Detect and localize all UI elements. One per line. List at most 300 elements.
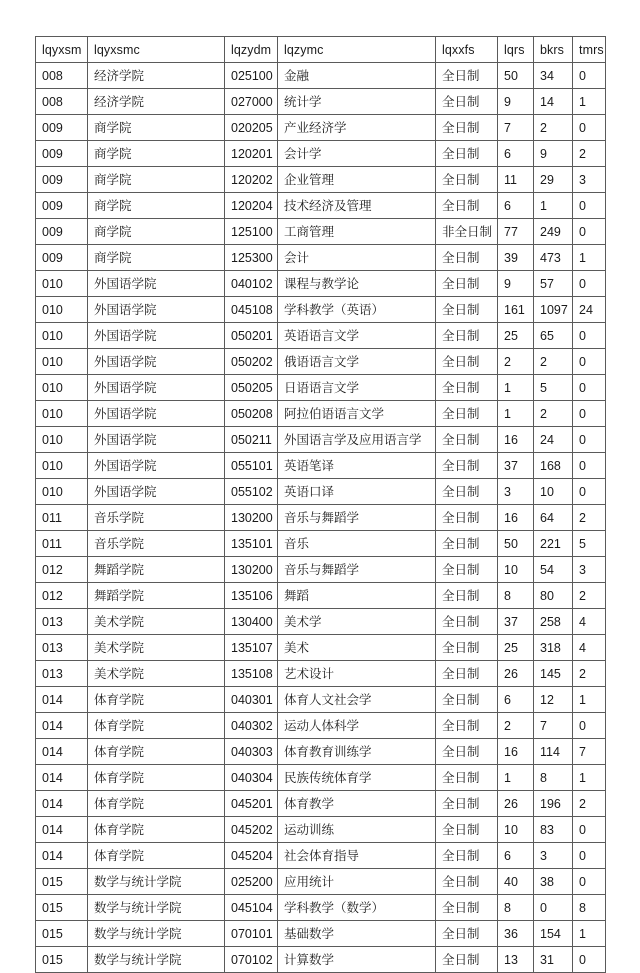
cell-tmrs: 0: [573, 193, 606, 219]
cell-lqyxsmc: 体育学院: [88, 843, 225, 869]
table-row: [36, 453, 606, 479]
cell-lqyxsmc: 数学与统计学院: [88, 869, 225, 895]
cell-lqyxsmc: 外国语学院: [88, 271, 225, 297]
cell-lqzydm: 050208: [225, 401, 278, 427]
cell-tmrs: 1: [573, 921, 606, 947]
table-row: [36, 297, 606, 323]
cell-lqrs: 39: [498, 245, 534, 271]
cell-lqyxsmc: 美术学院: [88, 635, 225, 661]
column-header-lqxxfs: lqxxfs: [436, 37, 498, 63]
cell-lqzydm: 120201: [225, 141, 278, 167]
table-header-row: [36, 37, 606, 63]
cell-lqzydm: 055101: [225, 453, 278, 479]
table-row: [36, 947, 606, 973]
cell-lqxxfs: 全日制: [436, 245, 498, 271]
cell-lqrs: 10: [498, 817, 534, 843]
cell-lqxxfs: 全日制: [436, 349, 498, 375]
cell-lqxxfs: 全日制: [436, 713, 498, 739]
cell-bkrs: 145: [534, 661, 573, 687]
cell-lqxxfs: 全日制: [436, 765, 498, 791]
cell-lqxxfs: 全日制: [436, 193, 498, 219]
table-row: [36, 63, 606, 89]
cell-lqxxfs: 全日制: [436, 375, 498, 401]
cell-lqzymc: 舞蹈: [278, 583, 436, 609]
column-header-lqyxsm: lqyxsm: [36, 37, 88, 63]
cell-bkrs: 154: [534, 921, 573, 947]
cell-lqyxsm: 011: [36, 531, 88, 557]
cell-lqzymc: 美术: [278, 635, 436, 661]
table-body: [36, 63, 606, 973]
cell-lqzymc: 英语口译: [278, 479, 436, 505]
cell-lqyxsm: 013: [36, 635, 88, 661]
cell-bkrs: 221: [534, 531, 573, 557]
cell-lqyxsm: 015: [36, 921, 88, 947]
cell-bkrs: 249: [534, 219, 573, 245]
cell-lqyxsmc: 经济学院: [88, 63, 225, 89]
cell-tmrs: 0: [573, 375, 606, 401]
cell-lqyxsm: 014: [36, 687, 88, 713]
cell-lqyxsmc: 数学与统计学院: [88, 921, 225, 947]
cell-lqxxfs: 全日制: [436, 791, 498, 817]
cell-lqyxsmc: 体育学院: [88, 791, 225, 817]
cell-tmrs: 4: [573, 609, 606, 635]
table-row: [36, 427, 606, 453]
table-row: [36, 765, 606, 791]
cell-tmrs: 5: [573, 531, 606, 557]
cell-lqyxsm: 010: [36, 349, 88, 375]
cell-bkrs: 38: [534, 869, 573, 895]
cell-tmrs: 7: [573, 739, 606, 765]
cell-bkrs: 9: [534, 141, 573, 167]
cell-bkrs: 65: [534, 323, 573, 349]
table-row: [36, 531, 606, 557]
cell-lqyxsm: 009: [36, 167, 88, 193]
cell-lqyxsmc: 舞蹈学院: [88, 583, 225, 609]
cell-lqrs: 3: [498, 479, 534, 505]
cell-tmrs: 2: [573, 583, 606, 609]
cell-lqyxsmc: 体育学院: [88, 713, 225, 739]
table-row: [36, 635, 606, 661]
cell-lqrs: 2: [498, 349, 534, 375]
cell-lqrs: 6: [498, 141, 534, 167]
cell-bkrs: 34: [534, 63, 573, 89]
cell-lqyxsm: 010: [36, 401, 88, 427]
cell-lqzydm: 045204: [225, 843, 278, 869]
cell-lqzymc: 应用统计: [278, 869, 436, 895]
cell-lqzydm: 050211: [225, 427, 278, 453]
cell-lqrs: 40: [498, 869, 534, 895]
cell-lqrs: 9: [498, 89, 534, 115]
cell-lqxxfs: 全日制: [436, 687, 498, 713]
cell-lqrs: 16: [498, 505, 534, 531]
cell-tmrs: 24: [573, 297, 606, 323]
cell-lqzymc: 课程与教学论: [278, 271, 436, 297]
cell-bkrs: 258: [534, 609, 573, 635]
cell-lqyxsm: 014: [36, 739, 88, 765]
cell-tmrs: 4: [573, 635, 606, 661]
cell-lqzymc: 外国语言学及应用语言学: [278, 427, 436, 453]
cell-tmrs: 2: [573, 505, 606, 531]
cell-lqyxsm: 012: [36, 583, 88, 609]
cell-lqxxfs: 全日制: [436, 505, 498, 531]
cell-lqxxfs: 全日制: [436, 817, 498, 843]
cell-lqxxfs: 全日制: [436, 63, 498, 89]
cell-tmrs: 1: [573, 89, 606, 115]
cell-lqzymc: 俄语语言文学: [278, 349, 436, 375]
cell-lqyxsm: 009: [36, 219, 88, 245]
table-row: [36, 193, 606, 219]
cell-lqyxsm: 010: [36, 297, 88, 323]
cell-lqzymc: 学科教学（英语）: [278, 297, 436, 323]
cell-lqzydm: 025100: [225, 63, 278, 89]
table-row: [36, 89, 606, 115]
cell-lqxxfs: 全日制: [436, 635, 498, 661]
cell-tmrs: 0: [573, 479, 606, 505]
table-header: [36, 37, 606, 63]
cell-lqxxfs: 全日制: [436, 167, 498, 193]
cell-lqzydm: 045108: [225, 297, 278, 323]
cell-lqyxsmc: 美术学院: [88, 609, 225, 635]
cell-lqyxsmc: 外国语学院: [88, 401, 225, 427]
cell-lqzydm: 135108: [225, 661, 278, 687]
cell-tmrs: 0: [573, 115, 606, 141]
column-header-lqyxsmc: lqyxsmc: [88, 37, 225, 63]
admissions-table: [35, 36, 606, 973]
cell-tmrs: 1: [573, 765, 606, 791]
table-row: [36, 687, 606, 713]
cell-lqrs: 6: [498, 843, 534, 869]
cell-lqrs: 25: [498, 635, 534, 661]
cell-bkrs: 473: [534, 245, 573, 271]
cell-lqrs: 36: [498, 921, 534, 947]
column-header-bkrs: bkrs: [534, 37, 573, 63]
cell-lqyxsmc: 商学院: [88, 167, 225, 193]
cell-lqrs: 6: [498, 193, 534, 219]
cell-lqyxsm: 013: [36, 661, 88, 687]
cell-lqxxfs: 全日制: [436, 141, 498, 167]
cell-lqyxsm: 009: [36, 115, 88, 141]
cell-lqyxsm: 010: [36, 323, 88, 349]
cell-lqzymc: 社会体育指导: [278, 843, 436, 869]
cell-lqyxsmc: 体育学院: [88, 765, 225, 791]
cell-lqxxfs: 非全日制: [436, 219, 498, 245]
cell-lqrs: 6: [498, 687, 534, 713]
cell-bkrs: 5: [534, 375, 573, 401]
cell-lqzymc: 技术经济及管理: [278, 193, 436, 219]
cell-lqyxsm: 015: [36, 869, 88, 895]
cell-lqzymc: 体育人文社会学: [278, 687, 436, 713]
cell-lqrs: 37: [498, 453, 534, 479]
cell-lqzydm: 045201: [225, 791, 278, 817]
cell-lqzydm: 040304: [225, 765, 278, 791]
cell-tmrs: 3: [573, 557, 606, 583]
cell-lqzymc: 英语语言文学: [278, 323, 436, 349]
cell-tmrs: 0: [573, 271, 606, 297]
cell-tmrs: 2: [573, 141, 606, 167]
cell-lqyxsmc: 舞蹈学院: [88, 557, 225, 583]
cell-lqzydm: 040302: [225, 713, 278, 739]
cell-tmrs: 2: [573, 791, 606, 817]
table-row: [36, 895, 606, 921]
cell-lqyxsm: 015: [36, 895, 88, 921]
column-header-lqrs: lqrs: [498, 37, 534, 63]
cell-lqyxsmc: 数学与统计学院: [88, 947, 225, 973]
cell-lqyxsmc: 经济学院: [88, 89, 225, 115]
cell-lqyxsmc: 数学与统计学院: [88, 895, 225, 921]
cell-lqyxsmc: 外国语学院: [88, 479, 225, 505]
cell-bkrs: 8: [534, 765, 573, 791]
cell-lqzymc: 计算数学: [278, 947, 436, 973]
table-row: [36, 843, 606, 869]
table-row: [36, 921, 606, 947]
cell-lqrs: 1: [498, 401, 534, 427]
cell-lqzydm: 130400: [225, 609, 278, 635]
cell-lqyxsmc: 体育学院: [88, 687, 225, 713]
cell-lqyxsm: 010: [36, 453, 88, 479]
cell-lqzydm: 125300: [225, 245, 278, 271]
cell-lqzydm: 055102: [225, 479, 278, 505]
cell-lqxxfs: 全日制: [436, 843, 498, 869]
cell-lqzymc: 工商管理: [278, 219, 436, 245]
cell-lqyxsm: 012: [36, 557, 88, 583]
table-row: [36, 557, 606, 583]
cell-lqrs: 1: [498, 765, 534, 791]
cell-bkrs: 2: [534, 349, 573, 375]
table-row: [36, 583, 606, 609]
cell-tmrs: 1: [573, 687, 606, 713]
cell-lqzydm: 135101: [225, 531, 278, 557]
table-row: [36, 713, 606, 739]
cell-lqzymc: 阿拉伯语语言文学: [278, 401, 436, 427]
table-row: [36, 375, 606, 401]
cell-bkrs: 318: [534, 635, 573, 661]
column-header-lqzymc: lqzymc: [278, 37, 436, 63]
cell-lqrs: 7: [498, 115, 534, 141]
cell-lqyxsm: 013: [36, 609, 88, 635]
cell-tmrs: 0: [573, 349, 606, 375]
cell-lqyxsm: 014: [36, 765, 88, 791]
cell-bkrs: 54: [534, 557, 573, 583]
cell-lqyxsmc: 商学院: [88, 115, 225, 141]
cell-bkrs: 3: [534, 843, 573, 869]
cell-lqzydm: 050201: [225, 323, 278, 349]
cell-lqzymc: 英语笔译: [278, 453, 436, 479]
cell-lqxxfs: 全日制: [436, 115, 498, 141]
cell-lqxxfs: 全日制: [436, 297, 498, 323]
cell-bkrs: 1097: [534, 297, 573, 323]
cell-lqzydm: 027000: [225, 89, 278, 115]
table-row: [36, 609, 606, 635]
column-header-lqzydm: lqzydm: [225, 37, 278, 63]
cell-tmrs: 0: [573, 453, 606, 479]
cell-lqyxsm: 011: [36, 505, 88, 531]
cell-lqrs: 8: [498, 583, 534, 609]
cell-lqrs: 37: [498, 609, 534, 635]
cell-lqrs: 9: [498, 271, 534, 297]
cell-lqrs: 16: [498, 427, 534, 453]
cell-lqrs: 2: [498, 713, 534, 739]
cell-lqyxsmc: 美术学院: [88, 661, 225, 687]
cell-lqxxfs: 全日制: [436, 453, 498, 479]
cell-bkrs: 29: [534, 167, 573, 193]
cell-lqyxsm: 010: [36, 375, 88, 401]
cell-tmrs: 2: [573, 661, 606, 687]
cell-lqzymc: 音乐: [278, 531, 436, 557]
table-row: [36, 869, 606, 895]
cell-lqyxsm: 010: [36, 271, 88, 297]
cell-bkrs: 2: [534, 401, 573, 427]
cell-lqyxsmc: 商学院: [88, 245, 225, 271]
cell-lqyxsm: 010: [36, 427, 88, 453]
cell-lqrs: 50: [498, 531, 534, 557]
cell-lqzydm: 125100: [225, 219, 278, 245]
cell-bkrs: 14: [534, 89, 573, 115]
cell-lqrs: 10: [498, 557, 534, 583]
cell-lqyxsmc: 商学院: [88, 141, 225, 167]
table-row: [36, 791, 606, 817]
cell-lqxxfs: 全日制: [436, 921, 498, 947]
cell-lqyxsmc: 外国语学院: [88, 323, 225, 349]
table-row: [36, 115, 606, 141]
cell-lqxxfs: 全日制: [436, 895, 498, 921]
cell-tmrs: 0: [573, 219, 606, 245]
table-row: [36, 271, 606, 297]
cell-bkrs: 10: [534, 479, 573, 505]
cell-lqzydm: 135106: [225, 583, 278, 609]
cell-lqyxsmc: 商学院: [88, 219, 225, 245]
cell-lqzydm: 045202: [225, 817, 278, 843]
cell-tmrs: 0: [573, 427, 606, 453]
table-row: [36, 219, 606, 245]
cell-lqzymc: 会计: [278, 245, 436, 271]
cell-tmrs: 0: [573, 323, 606, 349]
cell-tmrs: 0: [573, 713, 606, 739]
cell-lqrs: 1: [498, 375, 534, 401]
cell-lqrs: 11: [498, 167, 534, 193]
cell-lqyxsmc: 商学院: [88, 193, 225, 219]
cell-bkrs: 31: [534, 947, 573, 973]
cell-lqzydm: 025200: [225, 869, 278, 895]
cell-lqxxfs: 全日制: [436, 401, 498, 427]
cell-lqxxfs: 全日制: [436, 89, 498, 115]
cell-bkrs: 83: [534, 817, 573, 843]
cell-lqzymc: 体育教育训练学: [278, 739, 436, 765]
cell-lqzymc: 音乐与舞蹈学: [278, 557, 436, 583]
cell-lqxxfs: 全日制: [436, 661, 498, 687]
cell-lqyxsmc: 外国语学院: [88, 349, 225, 375]
cell-lqzymc: 学科教学（数学）: [278, 895, 436, 921]
cell-lqrs: 26: [498, 661, 534, 687]
cell-lqzymc: 日语语言文学: [278, 375, 436, 401]
cell-lqyxsmc: 外国语学院: [88, 375, 225, 401]
cell-lqzymc: 企业管理: [278, 167, 436, 193]
cell-lqyxsm: 008: [36, 63, 88, 89]
table-row: [36, 349, 606, 375]
cell-lqyxsmc: 外国语学院: [88, 297, 225, 323]
table-row: [36, 817, 606, 843]
cell-lqzydm: 050202: [225, 349, 278, 375]
cell-lqzydm: 120204: [225, 193, 278, 219]
cell-tmrs: 0: [573, 817, 606, 843]
cell-lqxxfs: 全日制: [436, 531, 498, 557]
cell-lqyxsm: 008: [36, 89, 88, 115]
cell-lqxxfs: 全日制: [436, 557, 498, 583]
cell-lqxxfs: 全日制: [436, 583, 498, 609]
cell-lqzydm: 130200: [225, 557, 278, 583]
table-row: [36, 739, 606, 765]
cell-lqxxfs: 全日制: [436, 869, 498, 895]
cell-lqzymc: 基础数学: [278, 921, 436, 947]
cell-tmrs: 1: [573, 245, 606, 271]
table-row: [36, 401, 606, 427]
cell-lqzymc: 金融: [278, 63, 436, 89]
cell-lqzydm: 050205: [225, 375, 278, 401]
cell-lqzymc: 艺术设计: [278, 661, 436, 687]
cell-lqxxfs: 全日制: [436, 479, 498, 505]
cell-lqrs: 16: [498, 739, 534, 765]
cell-lqyxsmc: 音乐学院: [88, 531, 225, 557]
cell-lqzymc: 音乐与舞蹈学: [278, 505, 436, 531]
cell-lqxxfs: 全日制: [436, 739, 498, 765]
cell-lqzymc: 运动人体科学: [278, 713, 436, 739]
cell-lqrs: 26: [498, 791, 534, 817]
cell-lqzydm: 020205: [225, 115, 278, 141]
cell-lqzymc: 民族传统体育学: [278, 765, 436, 791]
cell-lqyxsmc: 体育学院: [88, 817, 225, 843]
cell-lqyxsm: 014: [36, 817, 88, 843]
column-header-tmrs: tmrs: [573, 37, 606, 63]
cell-lqyxsmc: 音乐学院: [88, 505, 225, 531]
cell-lqzydm: 070102: [225, 947, 278, 973]
cell-lqzydm: 070101: [225, 921, 278, 947]
cell-lqyxsm: 009: [36, 141, 88, 167]
cell-lqxxfs: 全日制: [436, 947, 498, 973]
cell-lqzydm: 040102: [225, 271, 278, 297]
cell-lqzydm: 120202: [225, 167, 278, 193]
cell-lqzymc: 体育教学: [278, 791, 436, 817]
cell-bkrs: 0: [534, 895, 573, 921]
cell-tmrs: 8: [573, 895, 606, 921]
table-row: [36, 323, 606, 349]
cell-tmrs: 3: [573, 167, 606, 193]
cell-bkrs: 168: [534, 453, 573, 479]
cell-bkrs: 114: [534, 739, 573, 765]
cell-bkrs: 1: [534, 193, 573, 219]
cell-tmrs: 0: [573, 869, 606, 895]
cell-lqrs: 50: [498, 63, 534, 89]
table-row: [36, 661, 606, 687]
admissions-table-container: [35, 36, 605, 973]
cell-lqrs: 25: [498, 323, 534, 349]
cell-bkrs: 57: [534, 271, 573, 297]
cell-lqrs: 161: [498, 297, 534, 323]
cell-lqzymc: 运动训练: [278, 817, 436, 843]
cell-tmrs: 0: [573, 63, 606, 89]
cell-bkrs: 2: [534, 115, 573, 141]
table-row: [36, 505, 606, 531]
cell-lqrs: 8: [498, 895, 534, 921]
cell-lqyxsm: 010: [36, 479, 88, 505]
cell-lqyxsm: 015: [36, 947, 88, 973]
cell-lqzymc: 统计学: [278, 89, 436, 115]
table-row: [36, 479, 606, 505]
table-row: [36, 141, 606, 167]
cell-lqyxsmc: 体育学院: [88, 739, 225, 765]
cell-lqyxsm: 014: [36, 843, 88, 869]
cell-bkrs: 7: [534, 713, 573, 739]
cell-bkrs: 64: [534, 505, 573, 531]
cell-lqxxfs: 全日制: [436, 323, 498, 349]
